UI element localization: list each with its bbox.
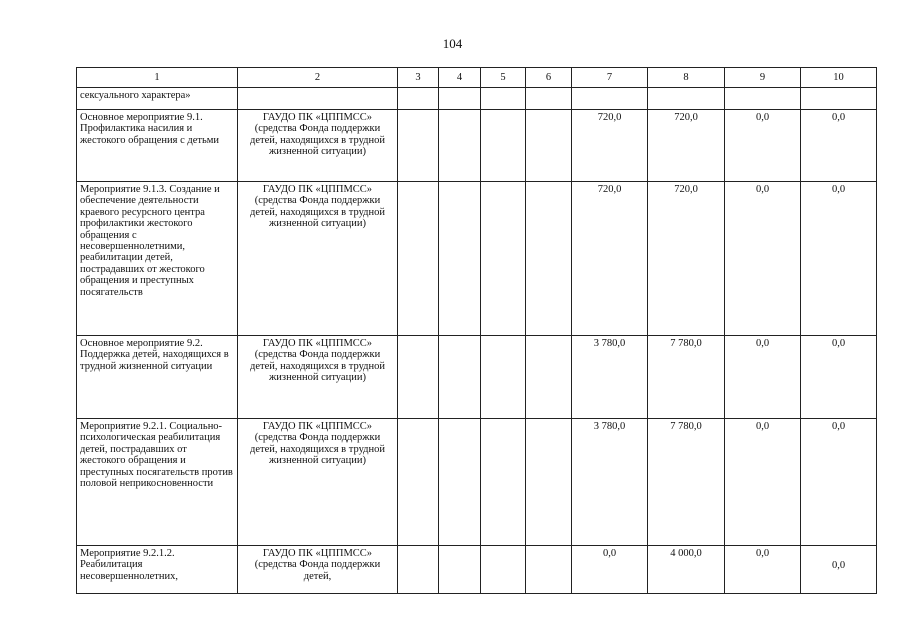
col7-cell: 3 780,0 (572, 336, 648, 419)
col8-cell: 4 000,0 (648, 546, 725, 594)
col5-cell (481, 546, 526, 594)
col10-cell: 0,0 (801, 110, 877, 182)
col7-cell: 0,0 (572, 546, 648, 594)
executor-cell: ГАУДО ПК «ЦППМСС» (средства Фонда поддержки детей, находящихся в трудной жизненной ситуации) (238, 110, 398, 182)
column-header: 3 (398, 68, 439, 88)
col8-cell (648, 88, 725, 110)
col5-cell (481, 88, 526, 110)
col10-cell: 0,0 (801, 336, 877, 419)
column-header: 6 (526, 68, 572, 88)
table-row (77, 110, 877, 182)
col3-cell (398, 419, 439, 546)
column-header: 5 (481, 68, 526, 88)
measure-name-cell: Основное мероприятие 9.1. Профилактика насилия и жестокого обращения с детьми (77, 110, 238, 182)
executor-cell: ГАУДО ПК «ЦППМСС» (средства Фонда поддержки детей, находящихся в трудной жизненной ситуации) (238, 336, 398, 419)
col10-cell: 0,0 (801, 182, 877, 336)
col10-cell: 0,0 (801, 546, 877, 594)
col3-cell (398, 110, 439, 182)
col7-cell: 3 780,0 (572, 419, 648, 546)
col8-cell: 7 780,0 (648, 419, 725, 546)
page-number: 104 (442, 36, 463, 51)
table-row (77, 546, 877, 594)
column-header: 10 (801, 68, 877, 88)
executor-cell: ГАУДО ПК «ЦППМСС» (средства Фонда поддержки детей, (238, 546, 398, 594)
col8-cell: 720,0 (648, 182, 725, 336)
col7-cell: 720,0 (572, 182, 648, 336)
col4-cell (439, 110, 481, 182)
col6-cell (526, 110, 572, 182)
column-header: 4 (439, 68, 481, 88)
col8-cell: 720,0 (648, 110, 725, 182)
col5-cell (481, 110, 526, 182)
table-row (77, 88, 877, 110)
col4-cell (439, 88, 481, 110)
executor-cell (238, 88, 398, 110)
col4-cell (439, 182, 481, 336)
col5-cell (481, 419, 526, 546)
col10-cell (801, 88, 877, 110)
col9-cell: 0,0 (725, 110, 801, 182)
measure-name-cell: сексуального характера» (77, 88, 238, 110)
table-row (77, 336, 877, 419)
col9-cell: 0,0 (725, 419, 801, 546)
col9-cell (725, 88, 801, 110)
column-header: 1 (77, 68, 238, 88)
measure-name-cell: Основное мероприятие 9.2. Поддержка детей, находящихся в трудной жизненной ситуации (77, 336, 238, 419)
column-header: 8 (648, 68, 725, 88)
col4-cell (439, 419, 481, 546)
col6-cell (526, 419, 572, 546)
col3-cell (398, 336, 439, 419)
col6-cell (526, 336, 572, 419)
col9-cell: 0,0 (725, 336, 801, 419)
col7-cell: 720,0 (572, 110, 648, 182)
col7-cell (572, 88, 648, 110)
col6-cell (526, 182, 572, 336)
measure-name-cell: Мероприятие 9.2.1.2. Реабилитация несовершеннолетних, (77, 546, 238, 594)
col5-cell (481, 336, 526, 419)
col3-cell (398, 546, 439, 594)
col9-cell: 0,0 (725, 182, 801, 336)
col8-cell: 7 780,0 (648, 336, 725, 419)
column-header: 7 (572, 68, 648, 88)
col6-cell (526, 88, 572, 110)
col4-cell (439, 336, 481, 419)
table-row (77, 182, 877, 336)
table-header-row (77, 68, 877, 88)
measure-name-cell: Мероприятие 9.2.1. Социально-психологическая реабилитация детей, пострадавших от жестокого обращения и преступных посягательств против половой неприкосновенности (77, 419, 238, 546)
column-header: 2 (238, 68, 398, 88)
col3-cell (398, 182, 439, 336)
column-header: 9 (725, 68, 801, 88)
measure-name-cell: Мероприятие 9.1.3. Создание и обеспечение деятельности краевого ресурсного центра профилактики жестокого обращения с несовершеннолетними, реабилитации детей, пострадавших от жестокого обращения и преступных посягательств (77, 182, 238, 336)
col9-cell: 0,0 (725, 546, 801, 594)
col5-cell (481, 182, 526, 336)
table-row (77, 419, 877, 546)
col4-cell (439, 546, 481, 594)
col10-cell: 0,0 (801, 419, 877, 546)
executor-cell: ГАУДО ПК «ЦППМСС» (средства Фонда поддержки детей, находящихся в трудной жизненной ситуации) (238, 419, 398, 546)
executor-cell: ГАУДО ПК «ЦППМСС» (средства Фонда поддержки детей, находящихся в трудной жизненной ситуации) (238, 182, 398, 336)
budget-table (76, 67, 877, 594)
col3-cell (398, 88, 439, 110)
col6-cell (526, 546, 572, 594)
